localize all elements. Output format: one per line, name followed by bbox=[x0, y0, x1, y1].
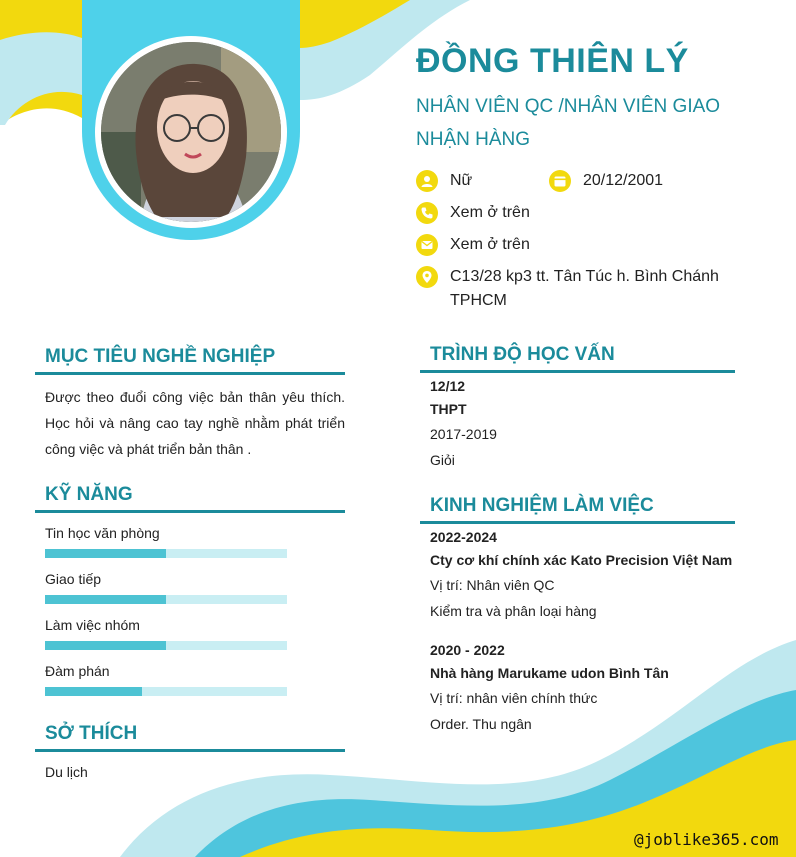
info-gender bbox=[416, 169, 472, 193]
phone-value: Xem ở trên bbox=[450, 204, 530, 221]
hobbies-text: Du lịch bbox=[45, 764, 88, 780]
site-watermark: @joblike365.com bbox=[634, 830, 779, 849]
info-birthday bbox=[549, 169, 663, 193]
email-icon bbox=[416, 234, 438, 256]
skill-bar-fill bbox=[45, 641, 166, 650]
calendar-icon bbox=[549, 170, 571, 192]
skill-item bbox=[45, 615, 287, 650]
job-company: Cty cơ khí chính xác Kato Precision Việt Nam bbox=[430, 552, 733, 568]
skill-bar-fill bbox=[45, 687, 142, 696]
skill-label: Làm việc nhóm bbox=[45, 617, 140, 633]
profile-photo bbox=[101, 42, 281, 222]
skill-bar-fill bbox=[45, 595, 166, 604]
info-email bbox=[416, 233, 530, 257]
candidate-name: ĐỒNG THIÊN LÝ bbox=[416, 42, 689, 80]
skill-label: Đàm phán bbox=[45, 663, 110, 679]
job-description: Order. Thu ngân bbox=[430, 716, 532, 732]
skills-title: KỸ NĂNG bbox=[35, 484, 345, 513]
skill-bar-track bbox=[45, 641, 287, 650]
skill-bar-fill bbox=[45, 549, 166, 558]
job-company: Nhà hàng Marukame udon Bình Tân bbox=[430, 665, 669, 681]
user-icon bbox=[416, 170, 438, 192]
birthday-value: 20/12/2001 bbox=[583, 172, 664, 189]
education-title: TRÌNH ĐỘ HỌC VẤN bbox=[420, 344, 735, 373]
objective-text: Được theo đuổi công việc bản thân yêu thích. Học hỏi và nâng cao tay nghề nhằm phát triển công việc và phát triển bản thân . bbox=[45, 389, 345, 457]
job-position: Vị trí: Nhân viên QC bbox=[430, 577, 555, 593]
phone-icon bbox=[416, 202, 438, 224]
skill-item bbox=[45, 569, 287, 604]
hobbies-title: SỞ THÍCH bbox=[35, 723, 345, 752]
job-title: NHÂN VIÊN QC /NHÂN VIÊN GIAO NHẬN HÀNG bbox=[416, 96, 721, 150]
skill-label: Giao tiếp bbox=[45, 571, 102, 587]
address-value: C13/28 kp3 tt. Tân Túc h. Bình Chánh TPHCM bbox=[450, 268, 719, 309]
education-grade: 12/12 bbox=[430, 378, 466, 394]
education-result: Giỏi bbox=[430, 452, 455, 468]
skill-item bbox=[45, 523, 287, 558]
skill-bar-track bbox=[45, 595, 287, 604]
job-period: 2022-2024 bbox=[430, 529, 497, 545]
skill-bar-track bbox=[45, 687, 287, 696]
info-phone bbox=[416, 201, 530, 225]
job-period: 2020 - 2022 bbox=[430, 642, 505, 658]
email-value: Xem ở trên bbox=[450, 236, 530, 253]
objective-title: MỤC TIÊU NGHỀ NGHIỆP bbox=[35, 346, 345, 375]
skill-item bbox=[45, 661, 287, 696]
job-description: Kiểm tra và phân loại hàng bbox=[430, 603, 597, 619]
skill-bar-track bbox=[45, 549, 287, 558]
location-icon bbox=[416, 266, 438, 288]
education-years: 2017-2019 bbox=[430, 426, 497, 442]
job-position: Vị trí: nhân viên chính thức bbox=[430, 690, 598, 706]
skill-label: Tin học văn phòng bbox=[45, 525, 160, 541]
experience-title: KINH NGHIỆM LÀM VIỆC bbox=[420, 495, 735, 524]
education-school: THPT bbox=[430, 401, 467, 417]
gender-value: Nữ bbox=[450, 172, 473, 189]
info-address bbox=[416, 265, 736, 313]
